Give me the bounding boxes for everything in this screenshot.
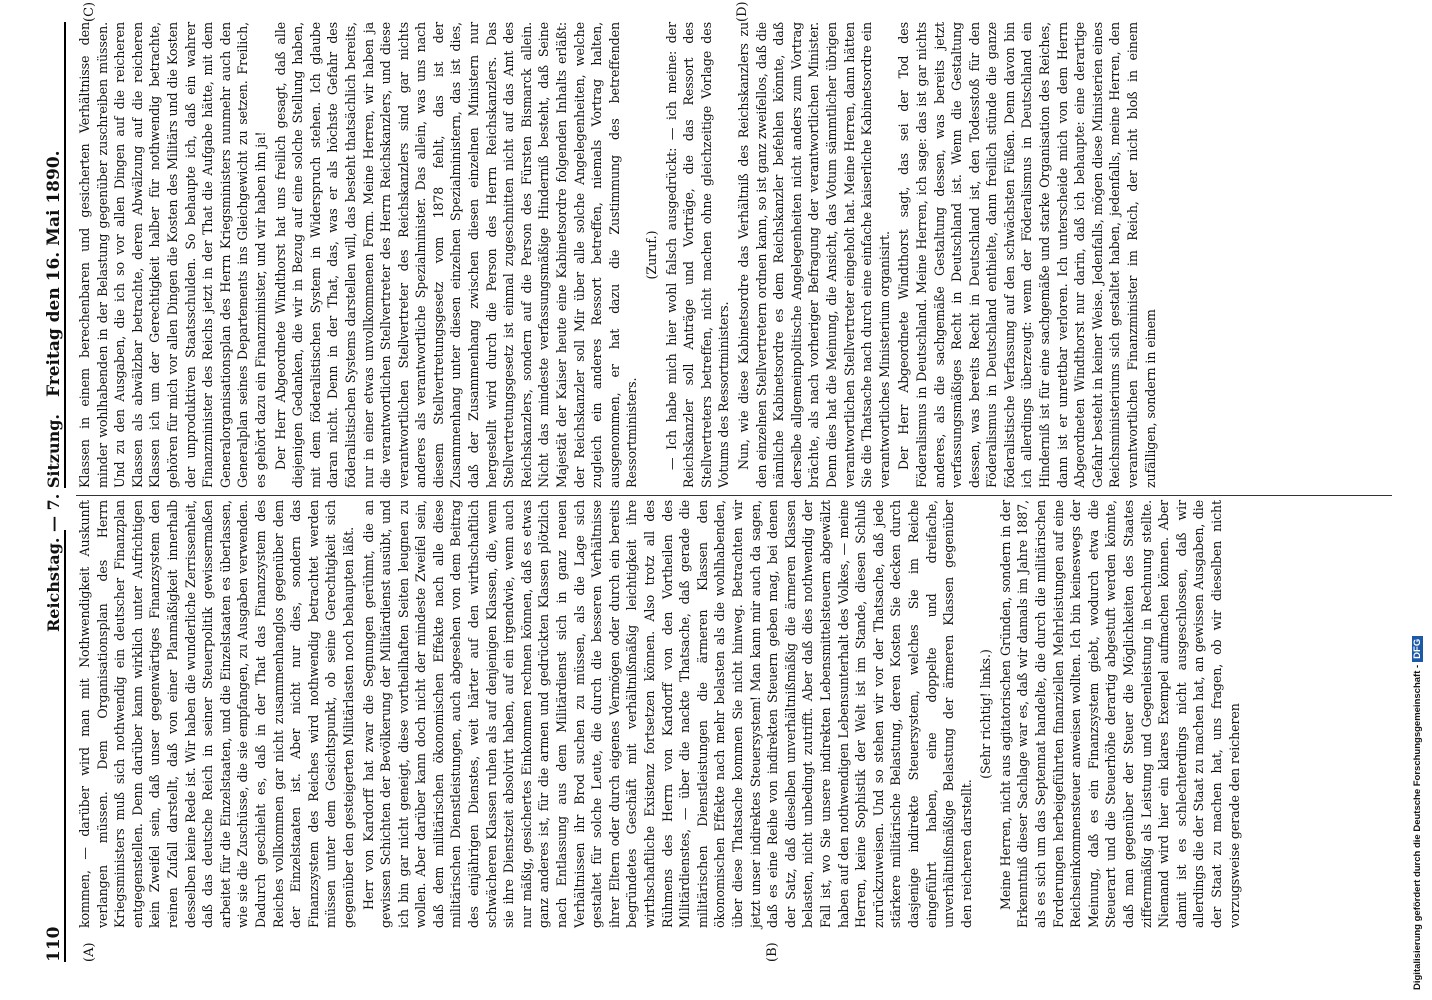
right-paragraph-1: Klassen in einem berechenbaren und gesicherten Verhältnisse den minder wohlhabenden in der Belastung gegenüber zuschreiben müssen. Und zu den Ausgaben, die ich so vor allen Dingen auf die reicheren Klassen als abwälzbar betrachte, deren Abwälzung auf die reicheren Klassen ich um der Gerechtigkeit halber für nothwendig betrachte, gehören für mich vor allen Dingen die Kosten des Militärs und die Kosten der unproduktiven Staatsschulden. So behaupte ich, daß ein wahrer Finanzminister des Reichs jetzt in der That die Aufgabe hätte, mit dem Generalorganisationsplan des Herrn Kriegsministers nunmehr auch den Generalplan seines Departements ins Gleichgewicht zu setzen. Freilich, es gehört dazu ein Finanzminister, und wir haben ihn ja! — [77, 22, 268, 488]
session-date: Freitag den 16. Mai 1890. — [44, 150, 64, 397]
page-number: 110 — [44, 926, 64, 962]
credit-text: Digitalisierung gefördert durch die Deutsche Forschungsgemeinschaft - — [1412, 664, 1423, 990]
right-paragraph-5: Der Herr Abgeordnete Windthorst sagt, das sei der Tod des Föderalismus in Deutschland. Meine Herren, ich sage: das ist gar nichts anderes, als die sachgemäße Gestaltung dessen, was bereits jetzt verfassungsmäßiges Recht in Deutschland ist. Wenn die Gestaltung dessen, was bereits Recht in Deutschland ist, den Todesstoß für den Föderalismus in Deutschland enthielte, dann freilich stünde die ganze föderalistische Verfassung auf den schwächsten Füßen. Denn davon bin ich allerdings überzeugt: wenn der Föderalismus in Deutschland ein Hinderniß ist für eine sachgemäße und starke Organisation des Reiches, dann ist er unrettbar verloren. Ich unterscheide mich von dem Herrn Abgeordneten Windthorst nur darin, daß ich behaupte: eine derartige Gefahr besteht in keiner Weise. Jedenfalls, mögen diese Ministerien eines Reichsministeriums sich gestaltet haben, jedenfalls, meine Herren, den verantwortlichen Finanzminister im Reich, der nicht bloß in einem zufälligen, sondern in einem — [896, 22, 1158, 488]
page-header — [38, 30, 78, 962]
right-column — [76, 22, 1161, 488]
header-rule-right — [64, 22, 66, 488]
right-paragraph-3: — Ich habe mich hier wohl falsch ausgedrückt: — ich meine: der Reichskanzler soll Anträge und Vorträge, die das Ressort des Stellvertreters betreffen, nicht machen ohne gleichzeitige Vorlage des Votums des Ressortministers. — [663, 22, 732, 488]
margin-mark-b: (B) — [765, 942, 780, 962]
left-interjection: (Sehr richtig! links.) — [978, 649, 994, 779]
margin-mark-a: (A) — [82, 942, 97, 962]
digitization-credit — [1412, 390, 1428, 990]
margin-mark-c: (C) — [82, 1, 97, 22]
left-column — [76, 500, 1245, 928]
session-title: Reichstag. — 7. Sitzung. — [44, 414, 63, 632]
right-paragraph-4: Nun, wie diese Kabinetsordre das Verhältniß des Reichskanzlers zu den einzelnen Stellvertretern ordnen kann, so ist ganz zweifellos, daß die nämliche Kabinetsordre es dem Reichskanzler befehlen könnte, daß derselbe allgemeinpolitische Angelegenheiten nicht anders zum Vortrag brächte, als nach vorheriger Befragung der verantwortlichen Minister. Denn dies hat die Meinung, die Ansicht, das Votum sämmtlicher übrigen verantwortlichen Stellvertreter eingeholt hat. Meine Herren, dann hätten Sie die Thatsache nach durch eine einfache kaiserliche Kabinetsordre ein verantwortliches Ministerium organisirt. — [735, 22, 892, 488]
left-paragraph-1: kommen, — darüber wird man mit Nothwendigkeit Auskunft verlangen müssen. Dem Organisationsplan des Herrn Kriegsministers muß sich nothwendig ein deutscher Finanzplan entgegenstellen. Denn darüber kann wirklich unter Aufrichtigen kein Zweifel sein, daß unser gegenwärtiges Finanzsystem den reinen Zufall darstellt, daß von einer Planmäßigkeit innerhalb desselben keine Rede ist. Wir haben die wunderliche Zerrissenheit, daß das deutsche Reich in seiner Steuerpolitik gewissermaßen arbeitet für die Einzelstaaten, und die Einzelstaaten es überlassen, wie sie die Zuschüsse, die sie empfangen, zu Ausgaben verwenden. Dadurch geschieht es, daß in der That das Finanzsystem des Reiches vollkommen gar nicht zusammenhanglos gegenüber dem der Einzelstaaten ist. Aber nicht nur dies, sondern das Finanzsystem des Reiches wird nothwendig betrachtet werden müssen unter dem Gesichtspunkt, ob seine Gerechtigkeit sich gegenüber den gesteigerten Militärlasten noch behaupten läßt. — [77, 500, 356, 928]
right-interjection: (Zuruf.) — [644, 230, 659, 280]
left-paragraph-3: Meine Herren, nicht aus agitatorischen Gründen, sondern in der Erkenntniß dieser Sachlage war es, daß wir damals im Jahre 1887, als es sich um das Septennat handelte, die durch die militärischen Forderungen herbeigeführten finanziellen Mehrleistungen auf eine Reichseinkommensteuer anweisen wollten. Ich bin keineswegs der Meinung, daß es ein Finanzsystem giebt, wodurch etwa die Steuerart und die Steuerhöhe derartig abgestuft werden könnte, daß man gegenüber der Steuer die Möglichkeiten des Staates ziffernmäßig als Leistung und Gegenleistung in Rechnung stellte. Niemand wird hier ein klares Exempel aufmachen können. Aber damit ist es schlechterdings nicht ausgeschlossen, daß wir allerdings die der Staat zu machen hat, an gewissen Ausgaben, die der Staat zu machen hat, uns fragen, ob wir dieselben nicht vorzugsweise gerade den reicheren — [997, 500, 1242, 928]
dfg-logo: DFG — [1412, 636, 1423, 662]
right-paragraph-2: Der Herr Abgeordnete Windthorst hat uns freilich gesagt, daß alle diejenigen Gedanken, die wir in Bezug auf eine solche Stellung haben, mit dem föderalistischen System in Widerspruch stehen. Ich glaube daran nicht. Denn in der That, das, was er als höchste Gefahr des föderalistischen Systems darstellen will, das besteht thatsächlich bereits, nur in einer etwas unvollkommenen Form. Meine Herren, wir haben ja die verantwortlichen Stellvertreter des Herrn Reichskanzlers, und diese verantwortlichen Stellvertreter des Reichskanzlers sind gar nichts anderes als verantwortliche Spezialminister. Das allein, was uns nach diesem Stellvertretungsgesetz vom 1878 fehlt, das ist der Zusammenhang unter diesen einzelnen Spezialministern, das ist dies, daß der Zusammenhang zwischen diesen einzelnen Ministern nur hergestellt wird durch die Person des Herrn Reichskanzlers. Das Stellvertretungsgesetz ist einmal zugeschnitten nicht auf das Amt des Reichskanzlers, sondern auf die Person des Fürsten Bismarck allein. Nicht das mindeste verfassungsmäßige Hinderniß besteht, daß Seine Majestät der Kaiser heute eine Kabinetsordre folgenden Inhalts erläßt: der Reichskanzler soll Mir über alle solche Angelegenheiten, welche zugleich ein anderes Ressort betreffen, niemals Vortrag halten, ausgenommen, er hat dazu die Zustimmung des betreffenden Ressortministers. — [272, 22, 640, 488]
left-paragraph-2: Herr von Kardorff hat zwar die Segnungen gerühmt, die an gewissen Schichten der Bevölkerung der Militärdienst ausübt, und ich bin gar nicht geneigt, diese vortheilhaften Seiten leugnen zu wollen. Aber darüber kann doch nicht der mindeste Zweifel sein, daß dem militärischen ökonomischen Effekte nach alle diese militärischen Dienstleistungen, auch abgesehen von dem Beitrag des einjährigen Dienstes, weit härter auf den wirthschaftlich schwächeren Klassen ruhen als auf denjenigen Klassen, die, wenn sie ihre Dienstzeit absolvirt haben, auf ein irgendwie, wenn auch nur mäßig, gesichertes Einkommen rechnen können, daß es etwas ganz anderes ist, für die armen und gedrückten Klassen plötzlich nach Entlassung aus dem Militärdienst sich in ganz neuen Verhältnissen ihr Brod suchen zu müssen, als die Lage sich gestaltet für solche Leute, die durch die besseren Verhältnisse ihrer Eltern oder durch eigenes Vermögen oder durch ein bereits begründetes Geschäft mit verhältnißmäßig leichtigkeit ihre wirthschaftliche Existenz fortsetzen können. Also trotz all des Rühmens des Herrn von Kardorff von den Vortheilen des Militärdienstes, — über die nackte Thatsache, daß gerade die militärischen Dienstleistungen die ärmeren Klassen den ökonomischen Effekte nach mehr belasten als die wohlhabenden, über diese Thatsache kommen Sie nicht hinweg. Betrachten wir jetzt unser indirektes Steuersystem! Man kann mir auch da sagen, daß es eine Reihe von indirekten Steuern geben mag, bei denen der Satz, daß dieselben unverhältnißmäßig die ärmeren Klassen belasten, nicht unbedingt zutrifft. Aber daß dies nothwendig der Fall ist, wo Sie unsere indirekten Lebensmittelsteuern abgewälzt haben auf den nothwendigen Lebensunterhalt des Volkes, — meine Herren, keine Sophistik der Welt ist im Stande, diesen Schluß zurückzuweisen. Und so stehen wir vor der Thatsache, daß jede stärkere militärische Belastung, deren Kosten Sie decken durch dasjenige indirekte Steuersystem, welches Sie im Reiche eingeführt haben, eine doppelte und dreifache, unverhältnißmäßige Belastung der ärmeren Klassen gegenüber den reicheren darstellt. — [360, 500, 974, 928]
margin-mark-d: (D) — [735, 1, 750, 22]
column-separator — [76, 495, 1392, 496]
header-rule-left — [64, 530, 66, 962]
